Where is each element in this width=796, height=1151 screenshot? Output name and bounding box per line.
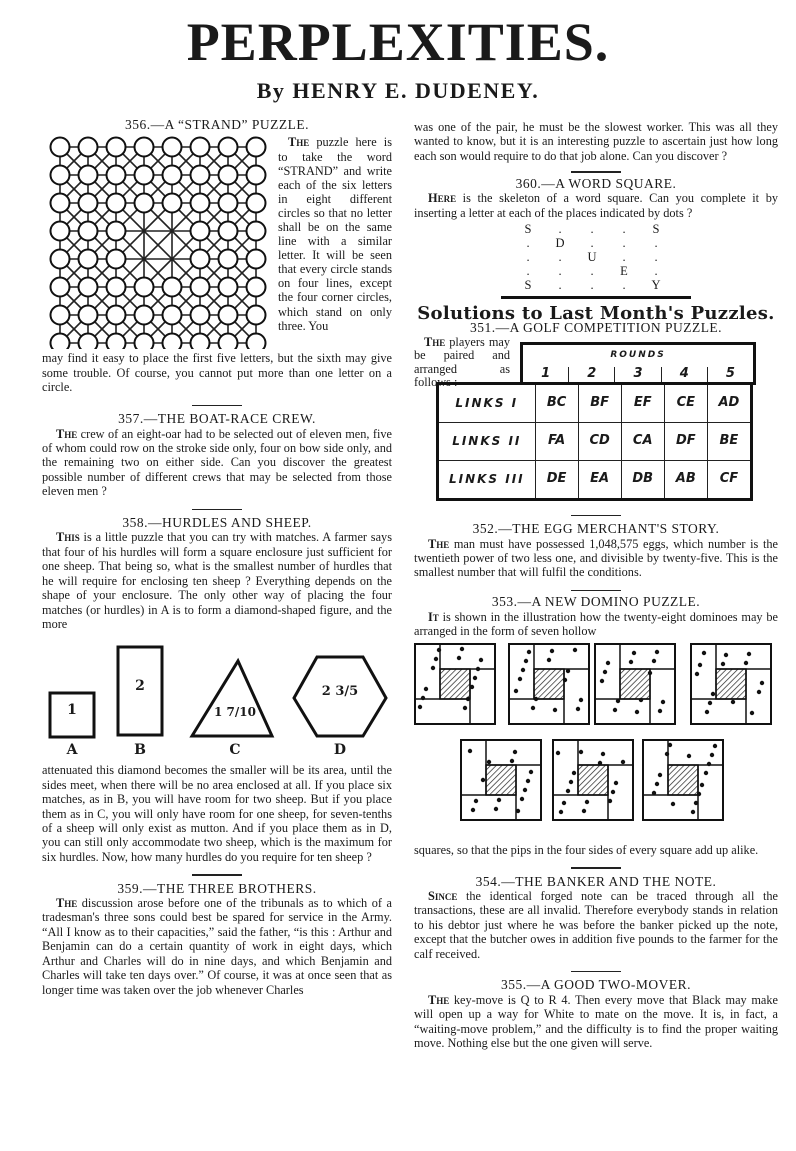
word-square-cell: . (622, 277, 626, 292)
word-square-cell: . (622, 235, 626, 250)
solution-351-body: The players may be paired and arranged as follows : (414, 334, 510, 390)
strand-circle (51, 166, 70, 185)
golf-pair-cell: EF (621, 383, 664, 422)
strand-circle-grid-figure (48, 135, 276, 349)
strand-circle (79, 278, 98, 297)
domino-square (594, 643, 676, 725)
strand-circle (191, 334, 210, 350)
golf-pair-cell: DF (664, 422, 707, 460)
section-rule (501, 296, 691, 299)
word-square-cell: . (590, 277, 594, 292)
figure-a-label: A (66, 742, 78, 759)
puzzle-357-heading: 357.—THE BOAT-RACE CREW. (118, 411, 316, 427)
strand-circle (79, 194, 98, 213)
word-square-cell: . (654, 249, 658, 264)
golf-pair-cell: CF (707, 460, 751, 499)
puzzle-358-body-1: This is a little puzzle that you can try with matches. A farmer says that four of his hurdles will form a square enclosure just sufficient for one sheep. That being so, what is the smallest number of hurdles that he will require for enclosing ten sheep ? Everything depends on the shape of your enclosure. The only other way of placing the four matches (or hurdles) in A is to form a diamond-shaped figure, and the more (42, 530, 392, 631)
word-square-row (512, 278, 672, 292)
word-square-row (512, 222, 672, 236)
golf-pair-cell: CD (578, 422, 621, 460)
divider (571, 590, 621, 592)
puzzle-356-heading: 356.—A “STRAND” PUZZLE. (125, 117, 309, 132)
strand-circle (247, 194, 266, 213)
strand-circle (135, 138, 154, 157)
divider (192, 405, 242, 407)
puzzle-359-body-1: The discussion arose before one of the tribunals as to which of a tradesman's three sons could best be spared for service in the Army. “All I know as to their capacities,” said the father, “is this : Arthur and Benjamin can do a certain quantity of work in eight days, which Arthur and Charles will do in nine days, and which Benjamin and Charles will take ten days over.” Of course, it was at once seen that as longer time was taken over the job whenever Charles (42, 896, 392, 997)
strand-circle (219, 250, 238, 269)
strand-circle (191, 306, 210, 325)
word-square-cell: . (526, 263, 530, 278)
round-number: 1 (541, 366, 551, 382)
rounds-label: ROUNDS (610, 349, 666, 360)
golf-pair-cell: BF (578, 383, 621, 422)
golf-pair-cell: DE (535, 460, 578, 499)
word-square-cell: . (654, 263, 658, 278)
strand-circle (163, 138, 182, 157)
puzzle-359-body-2: was one of the pair, he must be the slowest worker. This was all they wanted to know, but it is an interesting puzzle to ascertain just how long each son would require to do that job alone. Can you discover ? (414, 120, 778, 163)
strand-circle (219, 138, 238, 157)
word-square-cell: S (652, 221, 660, 236)
golf-pair-cell: AD (707, 383, 751, 422)
word-square-cell: Y (651, 277, 661, 292)
strand-circle (135, 278, 154, 297)
solutions-heading: Solutions to Last Month's Puzzles. (417, 302, 775, 324)
figure-c-triangle (192, 661, 272, 736)
word-square-cell: S (524, 221, 532, 236)
strand-circle (247, 166, 266, 185)
word-square-cell: . (526, 235, 530, 250)
domino-square (690, 643, 772, 725)
golf-links-row (438, 383, 752, 422)
word-square-row (512, 250, 672, 264)
strand-circle (79, 306, 98, 325)
strand-circle (79, 250, 98, 269)
author-byline: By HENRY E. DUDENEY. (256, 78, 540, 103)
solution-353-body-1: It is shown in the illustration how the twenty-eight dominoes may be arranged in the form of seven hollow (414, 609, 778, 639)
strand-circle (219, 222, 238, 241)
domino-square (552, 739, 634, 821)
solution-351-heading: 351.—A GOLF COMPETITION PUZZLE. (469, 320, 723, 336)
strand-circle (219, 166, 238, 185)
word-square-cell: S (524, 277, 532, 292)
golf-pair-cell: BC (535, 383, 578, 422)
hurdles-figures (42, 643, 392, 763)
strand-circle (163, 334, 182, 350)
divider (192, 509, 242, 511)
round-number: 3 (614, 367, 660, 381)
solution-354-heading: 354.—THE BANKER AND THE NOTE. (475, 873, 717, 889)
puzzle-359-heading: 359.—THE THREE BROTHERS. (117, 880, 317, 896)
word-square-cell: . (622, 249, 626, 264)
domino-square (460, 739, 542, 821)
domino-square (642, 739, 724, 821)
strand-circle (191, 138, 210, 157)
word-square-cell: D (555, 235, 565, 250)
word-square-cell: . (622, 221, 626, 236)
strand-circle (163, 306, 182, 325)
strand-circle (247, 278, 266, 297)
word-square-grid (512, 222, 672, 292)
golf-pairing-table (436, 382, 753, 501)
strand-circle (51, 278, 70, 297)
word-square-cell: . (526, 249, 530, 264)
strand-circle (135, 306, 154, 325)
strand-circle (107, 138, 126, 157)
word-square-row (512, 264, 672, 278)
word-square-cell: . (654, 235, 658, 250)
puzzle-360-heading: 360.—A WORD SQUARE. (515, 175, 677, 191)
puzzle-357-body: The crew of an eight-oar had to be selected out of eleven men, five of whom could row on the stroke side only, four on bow side only, and the remaining two on either side. Can you discover the greatest possible number of different crews that may be selected from those eleven men ? (42, 426, 392, 499)
divider (192, 874, 242, 876)
strand-circle (135, 334, 154, 350)
strand-circle (107, 334, 126, 350)
strand-circle (51, 306, 70, 325)
rounds-numbers (523, 367, 753, 381)
strand-circle (247, 222, 266, 241)
strand-circle (135, 194, 154, 213)
strand-circle (79, 166, 98, 185)
strand-circle (107, 278, 126, 297)
left-column (42, 118, 392, 997)
figure-c-label: C (229, 742, 241, 759)
strand-circle (219, 334, 238, 350)
strand-circle (107, 250, 126, 269)
strand-circle (247, 250, 266, 269)
solution-352-heading: 352.—THE EGG MERCHANT'S STORY. (472, 521, 720, 537)
links-label: LINKS II (438, 422, 536, 460)
strand-circle (51, 334, 70, 350)
word-square-row (512, 236, 672, 250)
domino-square (414, 643, 496, 725)
rounds-header-box (520, 342, 756, 385)
links-label: LINKS I (438, 383, 536, 422)
puzzle-360-body: Here is the skeleton of a word square. Can you complete it by inserting a letter at each of the places indicated by dots ? (414, 191, 778, 220)
strand-circle (163, 166, 182, 185)
golf-pair-cell: CA (621, 422, 664, 460)
page-title: PERPLEXITIES. (186, 12, 610, 72)
strand-circle (135, 166, 154, 185)
strand-circle (51, 194, 70, 213)
round-number: 2 (568, 367, 614, 381)
strand-circle (247, 138, 266, 157)
strand-circle (191, 250, 210, 269)
strand-circle (191, 278, 210, 297)
right-column (414, 120, 778, 1050)
figure-c-value: 1 7/10 (214, 705, 256, 720)
strand-circle (219, 278, 238, 297)
strand-circle (51, 222, 70, 241)
strand-circle (107, 194, 126, 213)
figure-b-label: B (134, 742, 146, 759)
strand-circle (107, 222, 126, 241)
domino-squares-figure (414, 643, 778, 843)
solution-353-body-2: squares, so that the pips in the four sides of every square add up alike. (414, 842, 759, 857)
puzzle-356-body-side: The puzzle here is to take the word “STRAND” and write each of the six letters in eight different circles so that no letter shall be on the same line with a similar letter. It will be seen that every circle stands on four lines, except the four corner circles, which stand on only three. You (278, 135, 392, 333)
golf-pair-cell: EA (578, 460, 621, 499)
word-square-cell: . (590, 221, 594, 236)
round-number: 4 (661, 367, 707, 381)
word-square-cell: . (558, 221, 562, 236)
solution-355-heading: 355.—A GOOD TWO-MOVER. (501, 977, 691, 993)
golf-pair-cell: AB (664, 460, 707, 499)
divider (571, 171, 621, 173)
strand-circle (219, 306, 238, 325)
figure-a-value: 1 (67, 702, 77, 719)
strand-circle (163, 194, 182, 213)
round-number: 5 (707, 367, 753, 381)
word-square-cell: . (558, 263, 562, 278)
divider (571, 971, 621, 973)
word-square-cell: U (587, 249, 597, 264)
puzzle-358-heading: 358.—HURDLES AND SHEEP. (122, 515, 312, 531)
strand-circle (79, 222, 98, 241)
puzzle-356-body: may find it easy to place the first five letters, but the sixth may give some trouble. Of course, you cannot put more than one letter on a circle. (42, 351, 392, 395)
golf-links-row (438, 422, 752, 460)
strand-circle (107, 166, 126, 185)
word-square-cell: E (620, 263, 628, 278)
golf-pair-cell: BE (707, 422, 751, 460)
strand-circle (51, 250, 70, 269)
word-square-cell: . (558, 277, 562, 292)
golf-pair-cell: CE (664, 383, 707, 422)
golf-pair-cell: FA (535, 422, 578, 460)
word-square-cell: . (590, 235, 594, 250)
divider (571, 515, 621, 517)
figure-d-label: D (333, 742, 347, 759)
solution-355-body: The key-move is Q to R 4. Then every move that Black may make will open up a way for White to mate on the move. It is, in fact, a “waiting-move problem,” and the difficulty is to find the proper waiting move. Nothing else but the one given will serve. (414, 992, 778, 1051)
figure-b-value: 2 (135, 678, 145, 695)
strand-circle (247, 334, 266, 350)
solution-354-body: Since the identical forged note can be traced through all the transactions, these are all invalid. Therefore everybody stands in relation to his debtor just where he was before the banker picked up the note, except that the butcher owes in addition five pounds to the farmer for the calf received. (414, 888, 778, 961)
golf-links-row (438, 460, 752, 499)
strand-circle (163, 278, 182, 297)
strand-circle (191, 222, 210, 241)
strand-circle (191, 194, 210, 213)
puzzle-358-body-2: attenuated this diamond becomes the smaller will be its area, until the sides meet, when there will be no area enclosed at all. If you place six matches, as in B, you will have room for two sheep. But if you place them as in C, you will only have room for one sheep, for seven-tenths of a sheep will only exist as mutton. And if you place them as in D, you can still only accommodate two sheep, which is the maximum for six hurdles. Now, how many hurdles do you require for ten sheep ? (42, 763, 392, 864)
divider (571, 867, 621, 869)
solution-352-body: The man must have possessed 1,048,575 eggs, which number is the twentieth power of two less one, and divisible by twenty-five. This is the smallest number that will fulfil the conditions. (414, 536, 778, 580)
word-square-cell: . (558, 249, 562, 264)
domino-square (508, 643, 590, 725)
strand-circle (51, 138, 70, 157)
word-square-cell: . (590, 263, 594, 278)
figure-d-value: 2 3/5 (321, 684, 359, 700)
strand-circle (219, 194, 238, 213)
strand-circle (107, 306, 126, 325)
strand-circle (79, 138, 98, 157)
strand-circle (191, 166, 210, 185)
links-label: LINKS III (438, 460, 536, 499)
strand-circle (79, 334, 98, 350)
golf-pair-cell: DB (621, 460, 664, 499)
solution-353-heading: 353.—A NEW DOMINO PUZZLE. (491, 594, 701, 610)
strand-circle (247, 306, 266, 325)
